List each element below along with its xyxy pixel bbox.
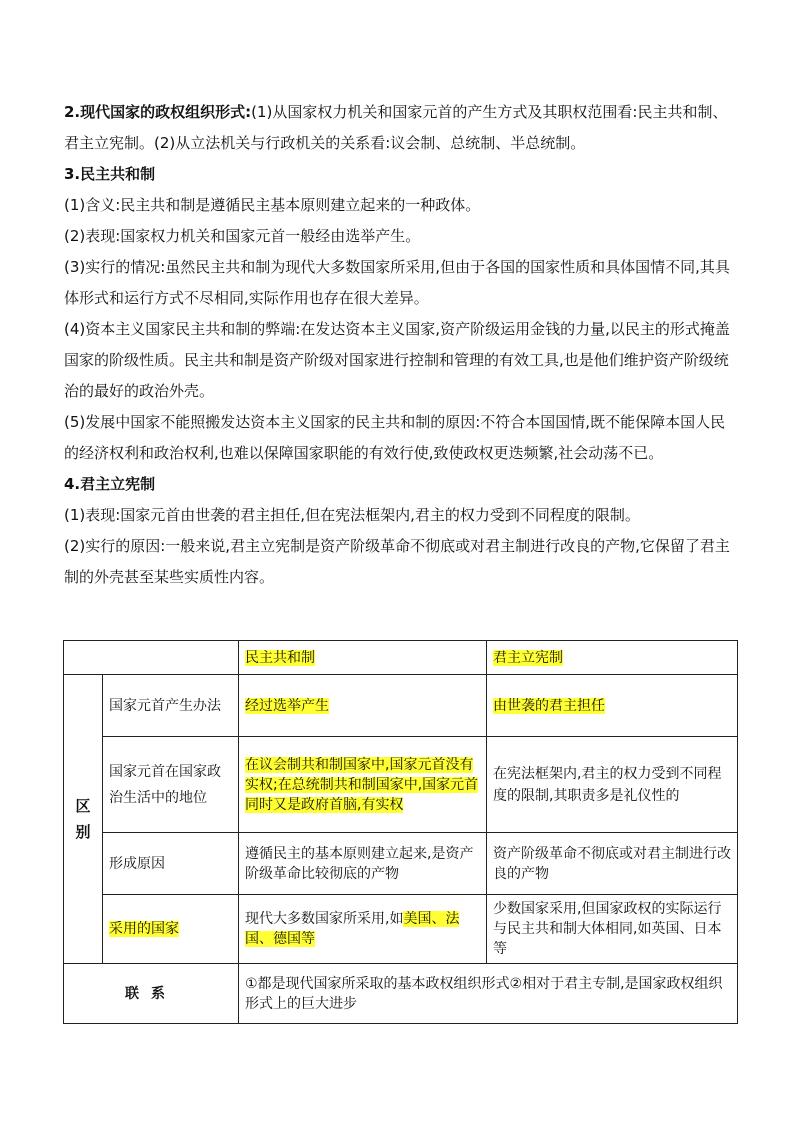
table-corner-cell (64, 641, 239, 675)
cell-monarchy-status: 在宪法框架内,君主的权力受到不同程度的限制,其职责多是礼仪性的 (487, 737, 738, 833)
cell-monarchy-countries: 少数国家采用,但国家政权的实际运行与民主共和制大体相同,如英国、日本等 (487, 895, 738, 964)
row-label-countries: 采用的国家 (103, 895, 239, 964)
cell-republic-status: 在议会制共和制国家中,国家元首没有实权;在总统制共和制国家中,国家元首同时又是政府首脑,有实权 (239, 737, 487, 833)
section3-item-4: (4)资本主义国家民主共和制的弊端:在发达资本主义国家,资产阶级运用金钱的力量,以民主的形式掩盖国家的阶级性质。民主共和制是资产阶级对国家进行控制和管理的有效工具,也是他们维护资产阶级统治的最好的政治外壳。 (64, 320, 730, 400)
section3-heading: 3.民主共和制 (64, 165, 156, 183)
section4-heading: 4.君主立宪制 (64, 475, 156, 493)
section2-paragraph (64, 97, 736, 159)
cell-monarchy-origin: 资产阶级革命不彻底或对君主制进行改良的产物 (487, 833, 738, 895)
section3-item-1: (1)含义:民主共和制是遵循民主基本原则建立起来的一种政体。 (64, 196, 481, 214)
section2-heading: 2.现代国家的政权组织形式: (64, 103, 252, 121)
cell-republic-production: 经过选举产生 (239, 675, 487, 737)
table-row (64, 895, 738, 964)
comparison-table (63, 640, 738, 1024)
header-monarchy: 君主立宪制 (487, 641, 738, 675)
cell-monarchy-production: 由世袭的君主担任 (487, 675, 738, 737)
table-row (64, 675, 738, 737)
table-header-row (64, 641, 738, 675)
section3-item-5: (5)发展中国家不能照搬发达资本主义国家的民主共和制的原因:不符合本国国情,既不能保障本国人民的经济权利和政治权利,也难以保障国家职能的有效行使,致使政权更迭频繁,社会动荡不已。 (64, 413, 726, 462)
row-label-production: 国家元首产生办法 (103, 675, 239, 737)
lianxi-label: 联系 (64, 964, 239, 1024)
table-row (64, 833, 738, 895)
cell-republic-origin: 遵循民主的基本原则建立起来,是资产阶级革命比较彻底的产物 (239, 833, 487, 895)
row-label-status: 国家元首在国家政治生活中的地位 (103, 737, 239, 833)
section3-item-2: (2)表现:国家权力机关和国家元首一般经由选举产生。 (64, 227, 421, 245)
section2-body: (1)从国家权力机关和国家元首的产生方式及其职权范围看:民主共和制、君主立宪制。(2)从立法机关与行政机关的关系看:议会制、总统制、半总统制。 (64, 103, 728, 152)
section4-item-2: (2)实行的原因:一般来说,君主立宪制是资产阶级革命不彻底或对君主制进行改良的产物,它保留了君主制的外壳甚至某些实质性内容。 (64, 537, 730, 586)
qubie-label: 区别 (64, 675, 103, 964)
document-body (64, 97, 736, 593)
cell-republic-countries: 现代大多数国家所采用,如美国、法国、德国等 (239, 895, 487, 964)
row-label-origin: 形成原因 (103, 833, 239, 895)
header-republic: 民主共和制 (239, 641, 487, 675)
table-row (64, 737, 738, 833)
table-row-lianxi (64, 964, 738, 1024)
lianxi-text: ①都是现代国家所采取的基本政权组织形式②相对于君主专制,是国家政权组织形式上的巨大进步 (239, 964, 738, 1024)
section4-item-1: (1)表现:国家元首由世袭的君主担任,但在宪法框架内,君主的权力受到不同程度的限制。 (64, 506, 640, 524)
section3-item-3: (3)实行的情况:虽然民主共和制为现代大多数国家所采用,但由于各国的国家性质和具体国情不同,其具体形式和运行方式不尽相同,实际作用也存在很大差异。 (64, 258, 730, 307)
